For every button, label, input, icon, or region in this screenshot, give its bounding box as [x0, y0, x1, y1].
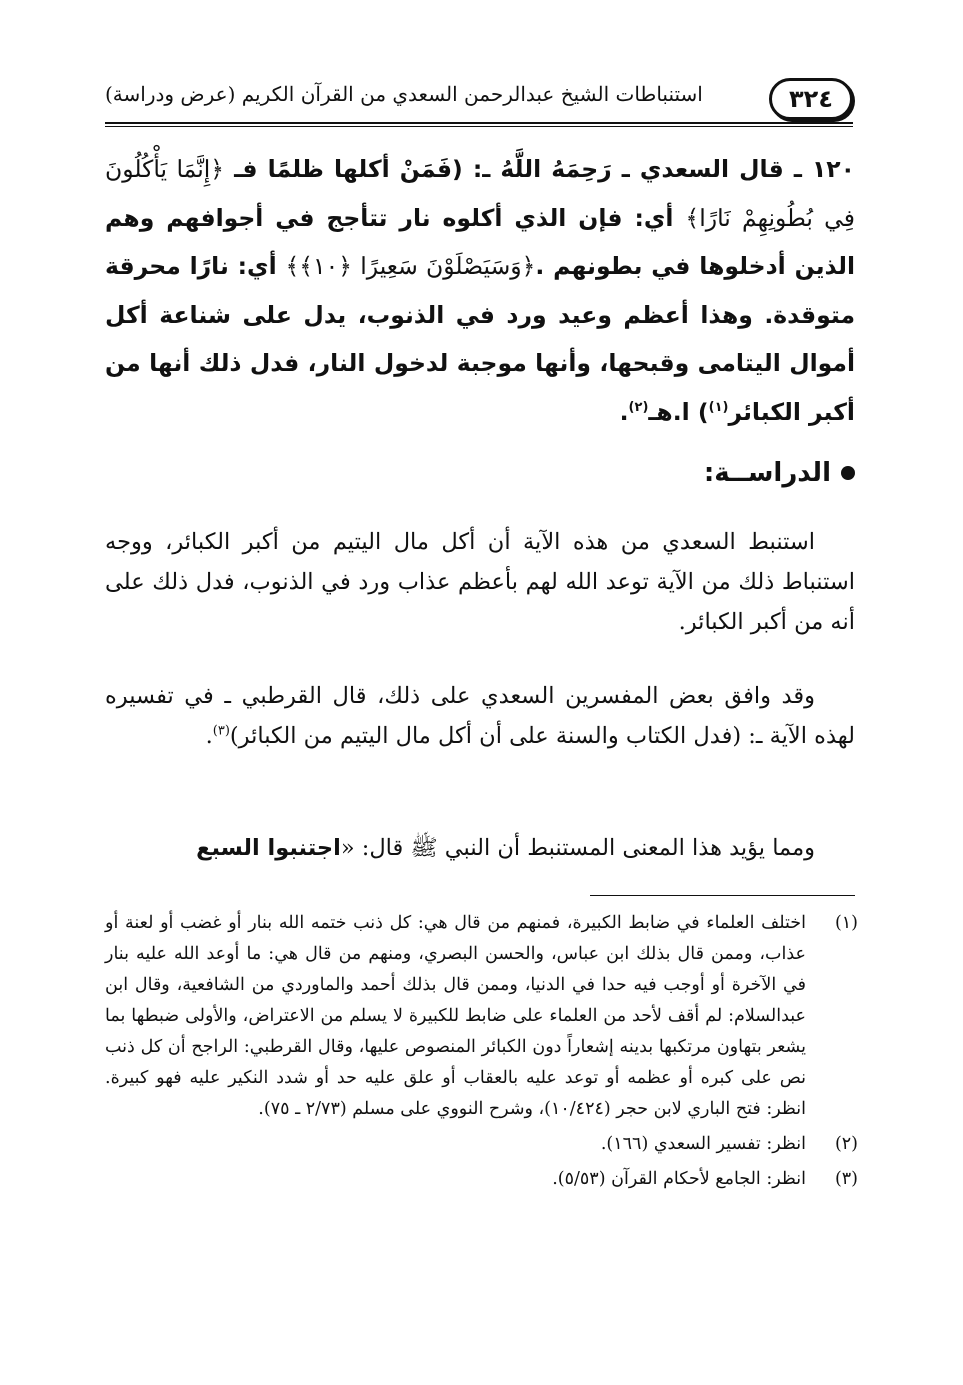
study-paragraph-3: [105, 828, 855, 868]
bullet-icon: [841, 466, 855, 480]
entry-paragraph: [105, 145, 855, 437]
footnote-2: [105, 1129, 858, 1160]
study-heading-label: الدراســة:: [703, 458, 831, 488]
header-rule: [105, 122, 853, 124]
running-title: استنباطات الشيخ عبدالرحمن السعدي من القرآن الكريم (عرض ودراسة): [105, 82, 703, 106]
study-paragraph-2: [105, 676, 855, 756]
entry-end-text: ) ا.هـ: [648, 397, 709, 426]
study-heading: [704, 458, 855, 488]
footnote-number: (٢): [834, 1134, 858, 1154]
running-header: [105, 70, 853, 126]
entry-intro: ـ قال السعدي ـ رَحِمَهُ اللَّهُ ـ: (فَمَنْ أكلها ظلمًا فـ: [224, 155, 812, 183]
footnote-ref-3[interactable]: (٣): [212, 723, 230, 739]
entry-mid-text: أي: فإن الذي أكلوه نار تتأجج في أجوافهم وهم الذين أدخلوها في بطونهم .: [105, 203, 856, 281]
study-paragraph-3-text: ومما يؤيد هذا المعنى المستنبط أن النبي ﷺ قال: «: [340, 835, 815, 861]
entry-number: ١٢٠: [811, 155, 855, 183]
footnote-text: انظر: الجامع لأحكام القرآن (٥/٥٣).: [552, 1169, 806, 1189]
footnote-3: [105, 1164, 858, 1195]
entry-after-text: أي: نارًا محرقة متوقدة. وهذا أعظم وعيد ورد في الذنوب، يدل على شناعة أكل أموال اليتامى وقبحها، وأنها موجبة لدخول النار، فدل ذلك أنها من أكبر الكبائر: [105, 252, 855, 426]
page-number-badge: ٣٢٤: [769, 78, 853, 120]
study-paragraph-2-end: .: [205, 723, 213, 749]
hadith-start: اجتنبوا السبع: [196, 835, 341, 861]
footnote-ref-1[interactable]: (١): [708, 400, 729, 416]
footnote-separator: [590, 895, 855, 896]
quran-quote-1: ﴿إِنَّمَا يَأْكُلُونَ فِي بُطُونِهِمْ نَارًا﴾: [105, 155, 855, 232]
study-paragraph-1: استنبط السعدي من هذه الآية أن أكل مال اليتيم من أكبر الكبائر، ووجه استنباط ذلك من الآية توعد الله لهم بأعظم عذاب ورد في الذنوب، فدل ذلك على أنه من أكبر الكبائر.: [105, 529, 855, 635]
footnote-1: [105, 908, 858, 1125]
header-rule-thin: [105, 126, 853, 127]
entry-period: .: [619, 397, 629, 426]
footnote-text: اختلف العلماء في ضابط الكبيرة، فمنهم من قال هي: كل ذنب ختمه الله بنار أو غضب أو لعنة أو عذاب، وممن قال بذلك ابن عباس، والحسن البصري، ومنهم من قال هي: ما أوعد الله عليه بنار في الآخرة أو أوجب فيه حدا في الدنيا، وممن قال بذلك أحمد والماوردي من الشافعية، وقال ابن عبدالسلام: لم أقف لأحد من العلماء على ضابط للكبيرة لا يسلم من الاعتراض، والأولى ضبطها بما يشعر بتهاون مرتكبها بدينه إشعاراً دون الكبائر المنصوص عليها، وقال القرطبي: الراجح أن كل ذنب نص على كبره أو عظمه أو توعد عليه بالعقاب أو علق عليه حد أو شدد النكير عليه فهو كبيرة. انظر: فتح الباري لابن حجر (١٠/٤٢٤)، وشرح النووي على مسلم (٢/٧٣ ـ ٧٥).: [105, 913, 806, 1119]
footnotes: [105, 908, 858, 1195]
footnote-number: (١): [834, 913, 858, 933]
footnote-number: (٣): [834, 1169, 858, 1189]
footnote-ref-2[interactable]: (٢): [628, 400, 649, 416]
quran-quote-2: ﴿وَسَيَصْلَوْنَ سَعِيرًا ﴿١٠﴾﴾: [285, 252, 536, 281]
study-paragraph-2-text: وقد وافق بعض المفسرين السعدي على ذلك، قال القرطبي ـ في تفسيره لهذه الآية ـ: (فدل الكتاب والسنة على أن أكل مال اليتيم من الكبائر): [105, 683, 855, 749]
footnote-text: انظر: تفسير السعدي (١٦٦).: [600, 1134, 806, 1154]
